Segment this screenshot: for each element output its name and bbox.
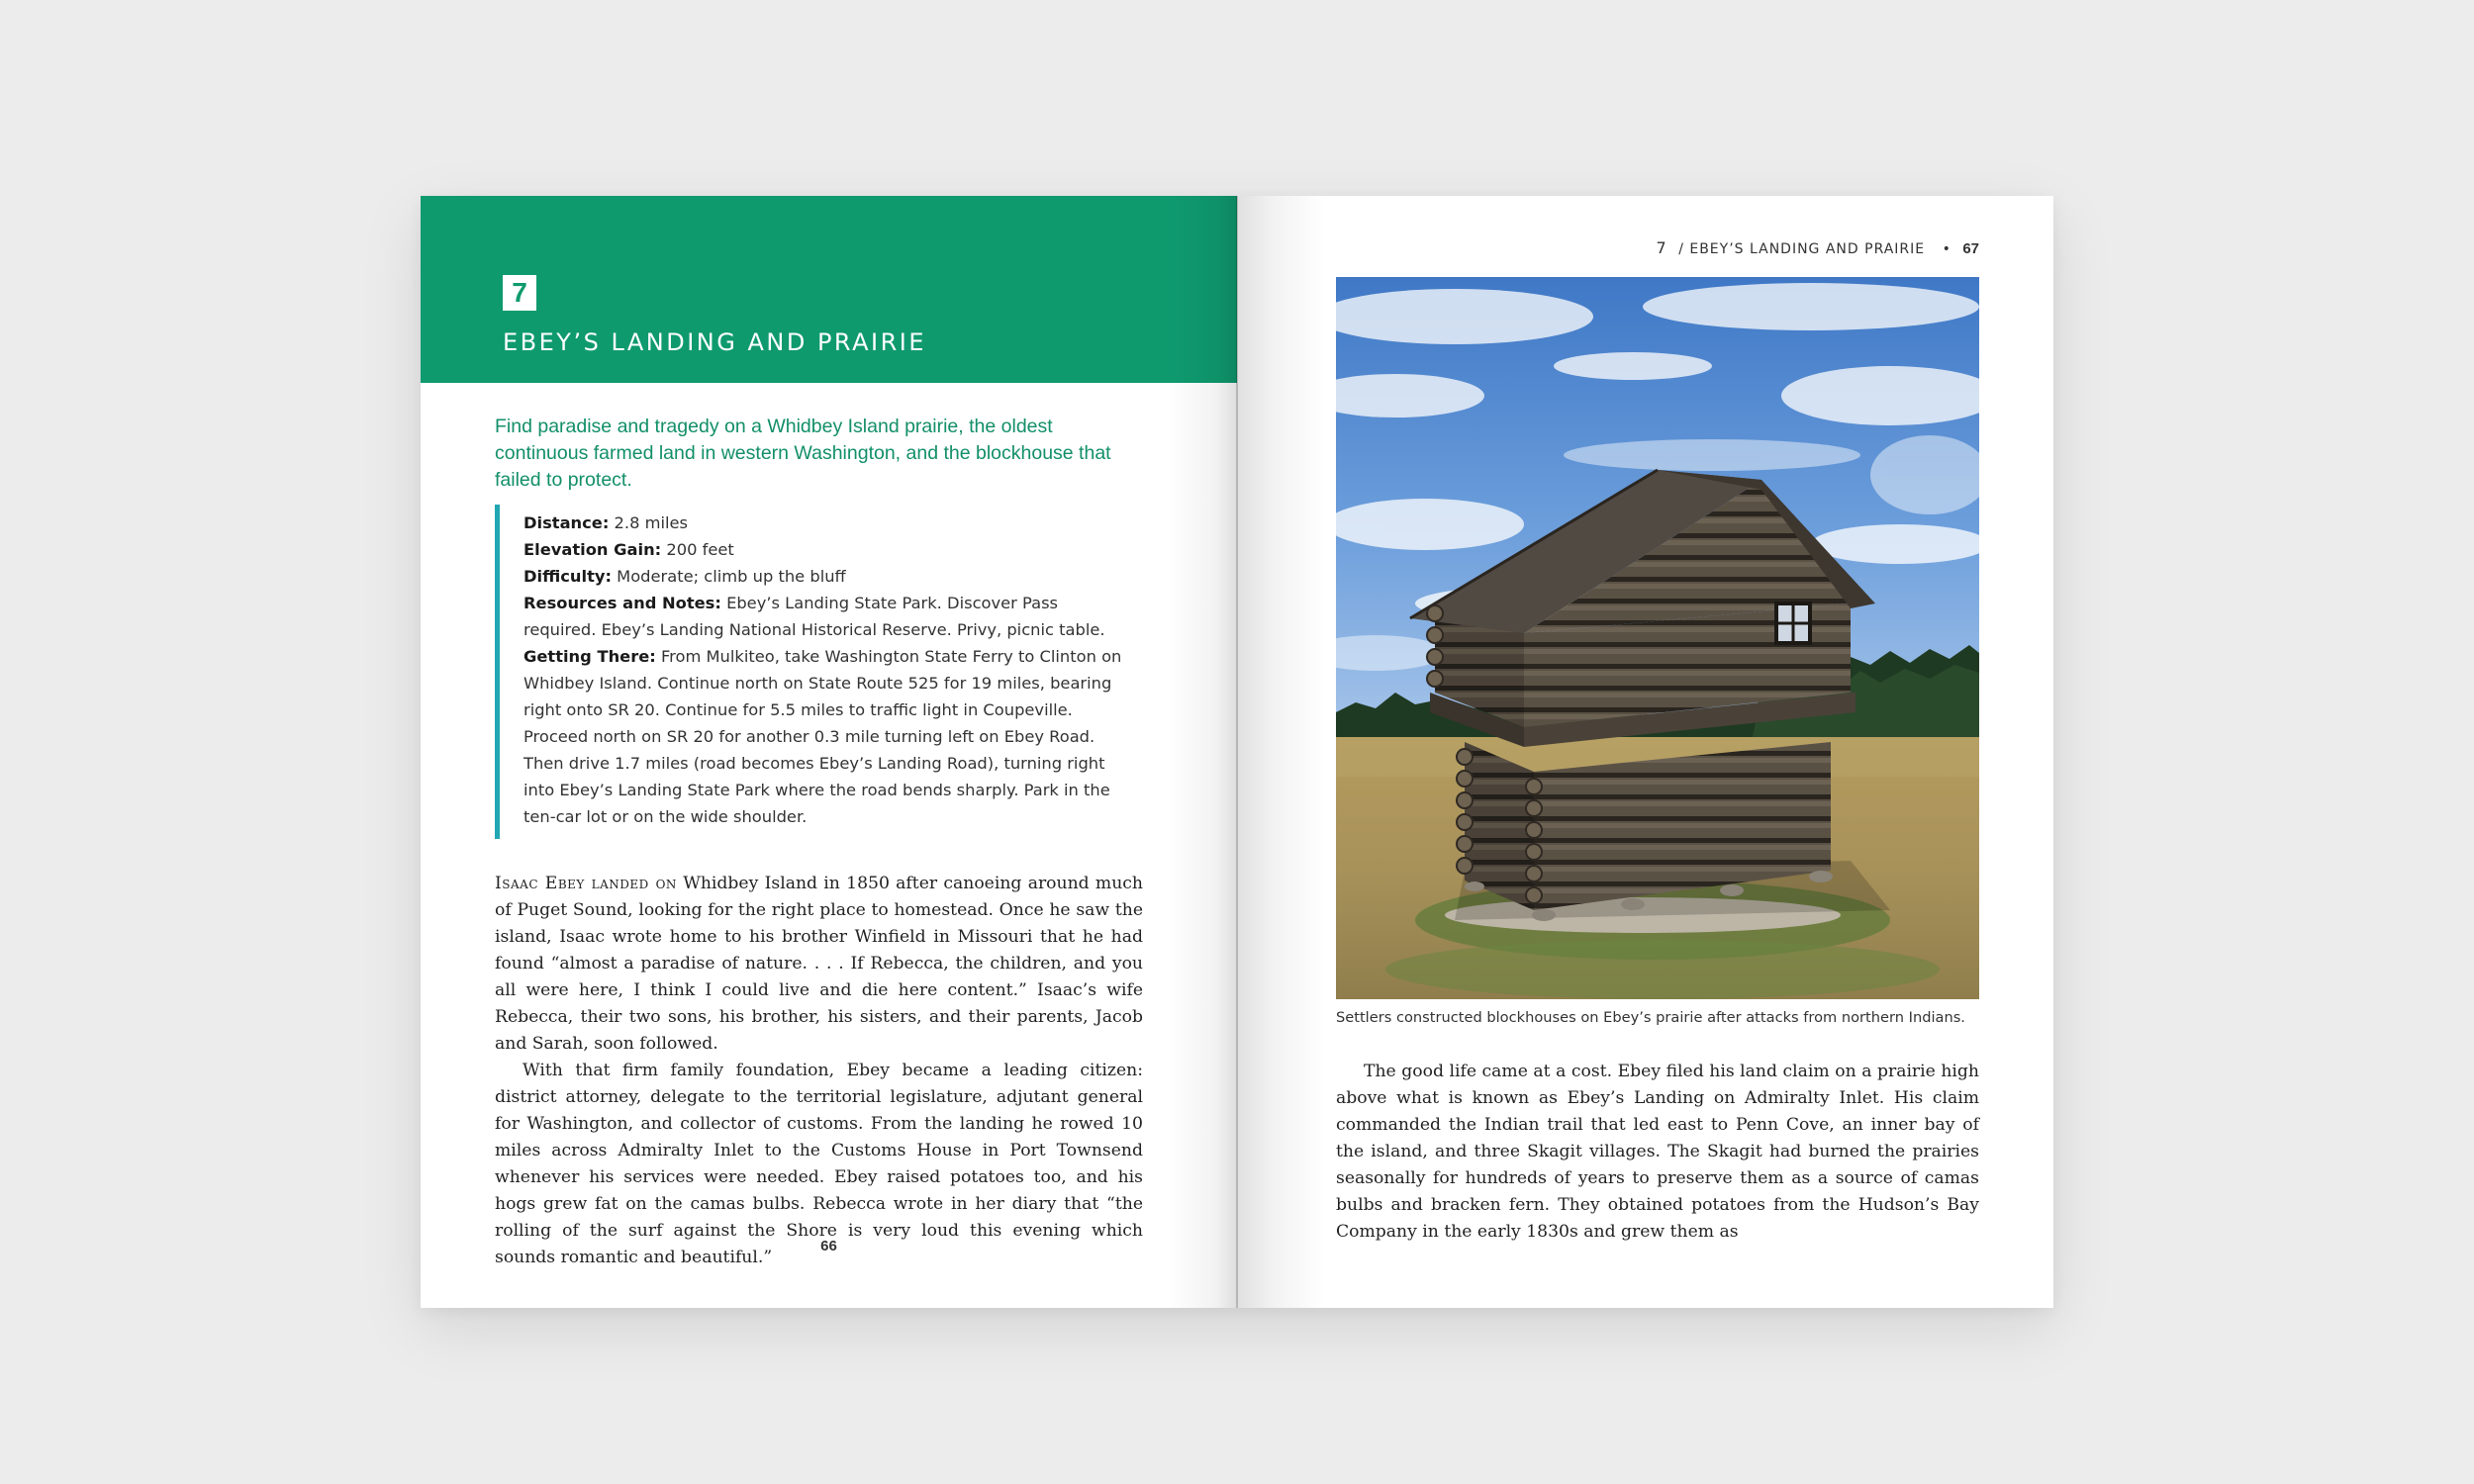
log-blockhouse-photo [1336, 277, 1979, 999]
info-getting-there [523, 643, 1128, 830]
body-paragraph: With that firm family foundation, Ebey became a leading citizen: district attorney, delegate to the territorial legislature, adjutant general for Washington, and collector of customs. From the landing he rowed 10 miles across Admiralty Inlet to the Customs House in Port Townsend whenever his services were needed. Ebey raised potatoes too, and his hogs grew fat on the camas bulbs. Rebecca wrote in her diary that “the rolling of the surf against the Shore is very loud this evening which sounds romantic and beautiful.” [495, 1061, 1143, 1267]
right-body-text [1336, 1059, 1979, 1242]
info-distance [523, 510, 1128, 536]
chapter-intro: Find paradise and tragedy on a Whidbey Island prairie, the oldest continuous farmed land in western Washington, and the blockhouse that failed to protect. [495, 416, 1111, 491]
info-label: Getting There: [523, 647, 656, 666]
running-head-separator: / [1678, 241, 1684, 257]
chapter-number-badge: 7 [503, 275, 536, 311]
info-difficulty [523, 563, 1128, 590]
info-label: Difficulty: [523, 567, 612, 586]
info-label: Elevation Gain: [523, 540, 662, 559]
left-page [421, 196, 1237, 1308]
book-spine [1236, 196, 1238, 1308]
running-head-bullet: • [1942, 241, 1951, 257]
info-elevation [523, 536, 1128, 563]
page-number: 66 [820, 1238, 837, 1254]
info-label: Distance: [523, 513, 610, 532]
left-body-text [495, 871, 1143, 1271]
info-value: 2.8 miles [614, 513, 689, 532]
info-value: Moderate; climb up the bluff [617, 567, 846, 586]
page-number: 67 [1962, 240, 1979, 257]
info-label: Resources and Notes: [523, 594, 721, 612]
chapter-title: EBEY’S LANDING AND PRAIRIE [503, 328, 927, 356]
photo-caption: Settlers constructed blockhouses on Ebey’s prairie after attacks from northern Indians. [1336, 1009, 1965, 1026]
body-paragraph [495, 871, 1143, 1058]
paragraph-text: Whidbey Island in 1850 after canoeing around much of Puget Sound, looking for the right place to homestead. Once he saw the island, Isaac wrote home to his brother Winfield in Missouri that he had found “almost a paradise of nature. . . . If Rebecca, the children, and you all were here, I think I could live and die here content.” Isaac’s wife Rebecca, their two sons, his brother, his sisters, and their parents, Jacob and Sarah, soon followed. [495, 874, 1143, 1054]
gutter-shadow [1237, 196, 1326, 1308]
open-book [421, 196, 2053, 1308]
hike-info-box [495, 505, 1128, 839]
running-head-title: EBEY’S LANDING AND PRAIRIE [1689, 241, 1926, 257]
info-resources [523, 590, 1128, 643]
info-value: From Mulkiteo, take Washington State Ferry to Clinton on Whidbey Island. Continue north on State Route 525 for 19 miles, bearing right onto SR 20. Continue for 5.5 miles to traffic light in Coupeville. Proceed north on SR 20 for another 0.3 mile turning left on Ebey Road. Then drive 1.7 miles (road becomes Ebey’s Landing Road), turning right into Ebey’s Landing State Park where the road bends sharply. Park in the ten-car lot or on the wide shoulder. [523, 647, 1122, 826]
right-page [1237, 196, 2053, 1308]
paragraph-lead-in: Isaac Ebey landed on [495, 874, 677, 893]
info-value: 200 feet [666, 540, 734, 559]
body-paragraph: The good life came at a cost. Ebey filed his land claim on a prairie high above what is known as Ebey’s Landing on Admiralty Inlet. His claim commanded the Indian trail that led east to Penn Cove, an inner bay of the island, and three Skagit villages. The Skagit had burned the prairies seasonally for hundreds of years to preserve them as a source of camas bulbs and bracken fern. They obtained potatoes from the Hudson’s Bay Company in the early 1830s and grew them as [1336, 1062, 1979, 1242]
info-value: Ebey’s Landing State Park. Discover Pass required. Ebey’s Landing National Historical Reserve. Privy, picnic table. [523, 594, 1105, 639]
chapter-header-band [421, 196, 1237, 383]
running-head-chapter-number: 7 [1656, 238, 1667, 257]
running-head [1657, 238, 1979, 257]
